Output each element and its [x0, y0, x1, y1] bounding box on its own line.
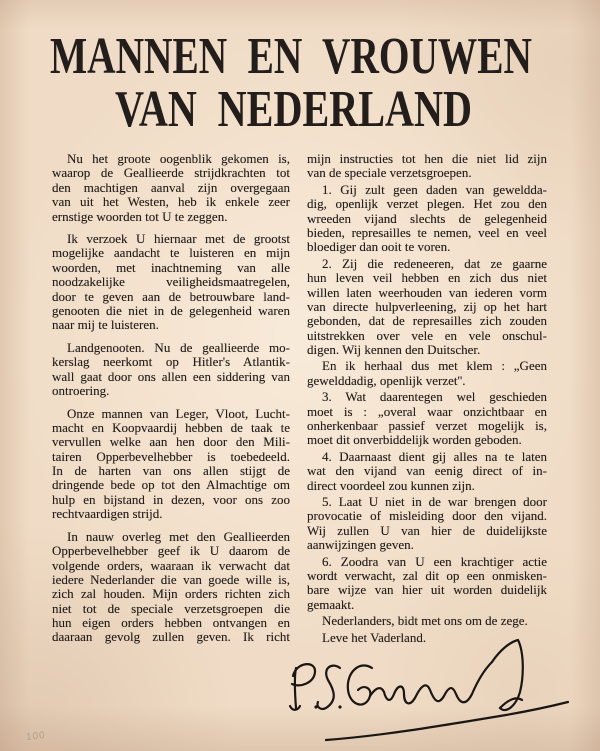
- paragraph-line: bieden, represailles te nemen, veel en veel: [307, 224, 547, 240]
- paragraph-line: wall gaat door ons allen een siddering van: [52, 368, 290, 384]
- paragraph: [52, 152, 290, 224]
- paragraph-line: bare wijze van hier uit worden duidelijk: [307, 582, 547, 598]
- paragraph-line: van directe hulpverleening, zij op het hart: [307, 298, 547, 314]
- paragraph-line: vervullen welke aan hen door den Mili-: [52, 434, 290, 450]
- paragraph-line: genooten die niet in de gelegenheid waren: [52, 303, 290, 318]
- pencil-note: 100: [25, 730, 47, 743]
- paragraph: [307, 555, 547, 613]
- paragraph: [307, 495, 547, 553]
- paragraph-line: wordt verwacht, zal dit op een onmisken-: [307, 567, 547, 583]
- paragraph-line: tairen Opperbevelhebber is toebedeeld.: [52, 448, 290, 464]
- paragraph: [52, 530, 290, 645]
- paragraph-line: moet dit onverbiddelijk worden geboden.: [307, 432, 522, 448]
- leaflet-title: [0, 0, 600, 140]
- left-text-column: [52, 152, 290, 645]
- paragraph-line: 4. Daarnaast dient gij alles na te laten: [322, 448, 547, 464]
- paragraph-line: moet is : „overal waar onzichtbaar en: [307, 403, 547, 419]
- paragraph-line: gebonden, dat de represailles zich zouden: [307, 313, 547, 329]
- paragraph-line: woorden, met inachtneming van alle: [52, 259, 290, 275]
- signature: [280, 630, 580, 745]
- paragraph-line: gewelddadig, openlijk verzet''.: [307, 372, 466, 388]
- paragraph-line: hun leven veil hebben en zich dus niet: [307, 270, 547, 286]
- signature-stroke: [370, 662, 492, 703]
- paragraph-line: provocatie of misleiding door den vijand.: [307, 508, 547, 524]
- paragraph-line: door te geven aan de betrouwbare land-: [52, 288, 290, 304]
- paragraph-line: willen laten weerhouden van iederen vorm: [307, 284, 547, 300]
- paragraph-line: Landgenooten. Nu de geallieerde mo-: [67, 339, 290, 355]
- paragraph-line: digen. Wij kennen den Duitscher.: [307, 342, 481, 358]
- paragraph-line: 1. Gij zult geen daden van geweldda-: [322, 181, 547, 197]
- paragraph-line: aanwijzingen geven.: [307, 537, 414, 553]
- paragraph-line: daaraan gevolg zullen geven. Ik richt: [52, 629, 290, 645]
- paragraph-line: van de speciale verzetsgroepen.: [307, 165, 472, 181]
- signature-dot: [338, 705, 341, 708]
- paragraph-line: mogelijke aandacht te luisteren en mijn: [52, 245, 290, 261]
- paragraph-line: kerslag neerkomt op Hitler's Atlantik-: [52, 354, 290, 370]
- signature-stroke: [295, 668, 296, 708]
- paragraph-line: Ik verzoek U hiernaar met de grootst: [67, 231, 290, 247]
- paragraph: [307, 183, 547, 255]
- paragraph: [52, 232, 290, 333]
- signature-stroke: [348, 665, 372, 704]
- paragraph-line: iedere Nederlander die van goede wille is,: [52, 571, 290, 587]
- paragraph-line: bloediger dan ooit te voren.: [307, 239, 451, 255]
- paragraph-line: Nederlanders, bidt met ons om de zege.: [322, 613, 528, 629]
- paragraph-line: onherkenbaar passief verzet mogelijk is,: [307, 418, 547, 434]
- paragraph-line: gemaakt.: [307, 596, 355, 612]
- paragraph-line: 5. Laat U niet in de war brengen door: [322, 493, 547, 509]
- paragraph-line: naar mij te luisteren.: [52, 317, 159, 333]
- paragraph: [307, 390, 547, 448]
- paragraph: [307, 257, 547, 358]
- paragraph-line: En ik herhaal dus met klem : „Geen: [322, 358, 547, 374]
- paragraph: [307, 152, 547, 181]
- paragraph-line: waarop de Geallieerde strijdkrachten tot: [52, 165, 290, 181]
- paragraph-line: niet tot de speciale verzetsgroepen die: [52, 600, 290, 616]
- signature-underline: [326, 702, 568, 740]
- paragraph-line: volgende orders, waaraan ik verwacht dat: [52, 557, 290, 573]
- paragraph-line: mijn instructies tot hen die niet lid zijn: [307, 151, 547, 166]
- paragraph: [52, 341, 290, 399]
- signature-stroke: [317, 666, 340, 709]
- paragraph-line: noodzakelijke veiligheidsmaatregelen,: [52, 274, 290, 290]
- paragraph: [307, 614, 547, 628]
- paragraph-line: zich zal houden. Mijn orders richten zich: [52, 586, 290, 602]
- paragraph: [307, 450, 547, 493]
- paragraph-line: ernstige woorden tot U te zeggen.: [52, 208, 228, 224]
- paragraph-line: 6. Zoodra van U een krachtiger actie: [322, 553, 547, 569]
- title-line-2: VAN NEDERLAND: [115, 81, 472, 138]
- paragraph-line: 3. Wat daarentegen wel geschieden: [322, 389, 547, 405]
- title-line-1: MANNEN EN VROUWEN: [50, 28, 532, 85]
- paragraph-line: Wij zullen U van hier de duidelijkste: [307, 522, 547, 538]
- paragraph-line: In de harten van ons allen stijgt de: [52, 463, 290, 479]
- paragraph-line: den machtigen aanval zijn overgegaan: [52, 179, 290, 195]
- paragraph-line: hulp en bijstand in dezen, voor ons zoo: [52, 491, 290, 507]
- paragraph-line: Nu het groote oogenblik gekomen is,: [67, 151, 290, 166]
- paragraph-line: uitstrekken over vele en vele onschul-: [307, 327, 547, 343]
- paragraph-line: wreeden vijand slechts de gelegenheid: [307, 210, 547, 226]
- paragraph-line: rechtvaardigen strijd.: [52, 506, 163, 522]
- paragraph-line: dringende bede op tot den Almachtige om: [52, 477, 290, 493]
- paragraph-line: Onze mannen van Leger, Vloot, Lucht-: [67, 405, 290, 421]
- paragraph-line: macht en Koopvaardij hebben de taak te: [52, 419, 290, 435]
- paragraph-line: hun eigen orders hebben ontvangen en: [52, 615, 290, 631]
- paragraph-line: van uit het Westen, heb ik enkele zeer: [52, 194, 290, 210]
- right-text-column: [307, 152, 547, 645]
- paragraph: [307, 359, 547, 388]
- paragraph: [52, 407, 290, 522]
- paragraph-line: dig, openlijk verzet plegen. Het zou den: [307, 196, 547, 212]
- paragraph-line: wat den vijand van eenig direct of in-: [307, 463, 547, 479]
- paragraph-line: 2. Zij die redeneeren, dat ze gaarne: [322, 255, 547, 271]
- paragraph-line: Opperbevelhebber geef ik U daarom de: [52, 543, 290, 559]
- paragraph-line: ontroering.: [52, 383, 110, 399]
- paragraph-line: direct voordeel zou kunnen zijn.: [307, 477, 475, 493]
- paragraph-line: Leve het Vaderland.: [322, 629, 427, 645]
- paragraph-line: In nauw overleg met den Geallieerden: [67, 528, 290, 544]
